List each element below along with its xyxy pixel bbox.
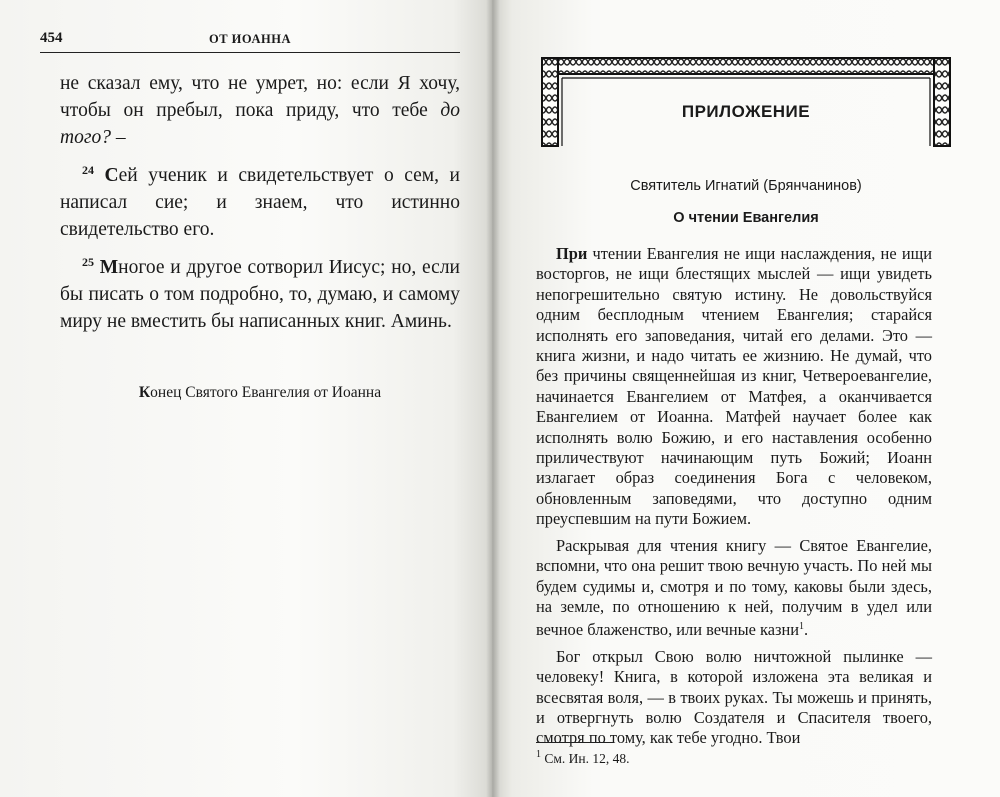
paragraph-2: Раскрывая для чтения книгу — Святое Евангелие, вспомни, что она решит твою вечную участь. По ней мы будем судимы и, смотря и по тому, каковы были здесь, на земле, по отношению к ней, получим в удел или вечное блаженство, или вечные казни$^1$. <box>536 535 932 640</box>
verse-24: $^{24}$ Сей ученик и свидетельствует о сем, и написал сие; и знаем, что истинно свидетельство его. <box>60 163 460 240</box>
page-number: 454 <box>40 30 63 46</box>
gospel-ending-line: Конец Святого Евангелия от Иоанна <box>138 384 382 401</box>
verse-25: $^{25}$ Многое и другое сотворил Иисус; но, если бы писать о том подробно, то, думаю, и самому миру не вместить бы написанных книг. Аминь. <box>60 255 460 332</box>
footnote: $^1$ См. Ин. 12, 48. <box>536 749 630 766</box>
paragraph-1: При чтении Евангелия не ищи наслаждения, не ищи восторгов, не ищи блестящих мыслей — ищи увидеть непогрешительно святую истину. Не довольствуйся одним бесплодным чтением Евангелия; старайся исполнять его заповедания, читай его делами. Это — книга жизни, и надо читать ее жизнию. Не думай, что без причины священнейшая из книг, Четвероевангелие, начинается Евангелием от Матфея, а оканчивается Евангелием от Иоанна. Матфей научает более как исполнять волю Божию, и его наставления особенно приличествуют начинающим путь Божий; Иоанн излагает образ соединения Бога с человеком, обновленным заповедями, что доступно одним преуспевшим на пути Божием. <box>536 244 932 529</box>
author-line: Святитель Игнатий (Брянчанинов) <box>630 178 862 194</box>
footnote-divider <box>536 742 614 743</box>
left-page <box>0 0 492 797</box>
paragraph-continuation: не сказал ему, что не умрет, но: если Я хочу, чтобы он пребыл, пока приду, что тебе до того? – <box>60 73 460 148</box>
verse-number: 24 <box>82 163 94 177</box>
book-gutter <box>486 0 500 797</box>
running-head <box>40 28 460 53</box>
footnote-marker: 1 <box>799 621 805 633</box>
verse-number: 25 <box>82 255 94 269</box>
article-title: О чтении Евангелия <box>673 210 819 226</box>
paragraph-3: Бог открыл Свою волю ничтожной пылинке — человеку! Книга, в которой изложена эта великая и всесвятая воля, — в твоих руках. Ты можешь и принять, и отвергнуть волю Создателя и Спасителя твоего, смотря по тому, как тебе угодно. Твои <box>536 646 932 748</box>
running-title: ОТ ИОАННА <box>208 32 291 46</box>
left-body-text <box>60 70 460 335</box>
appendix-heading: ПРИЛОЖЕНИЕ <box>681 102 811 121</box>
right-body-text <box>536 244 932 749</box>
